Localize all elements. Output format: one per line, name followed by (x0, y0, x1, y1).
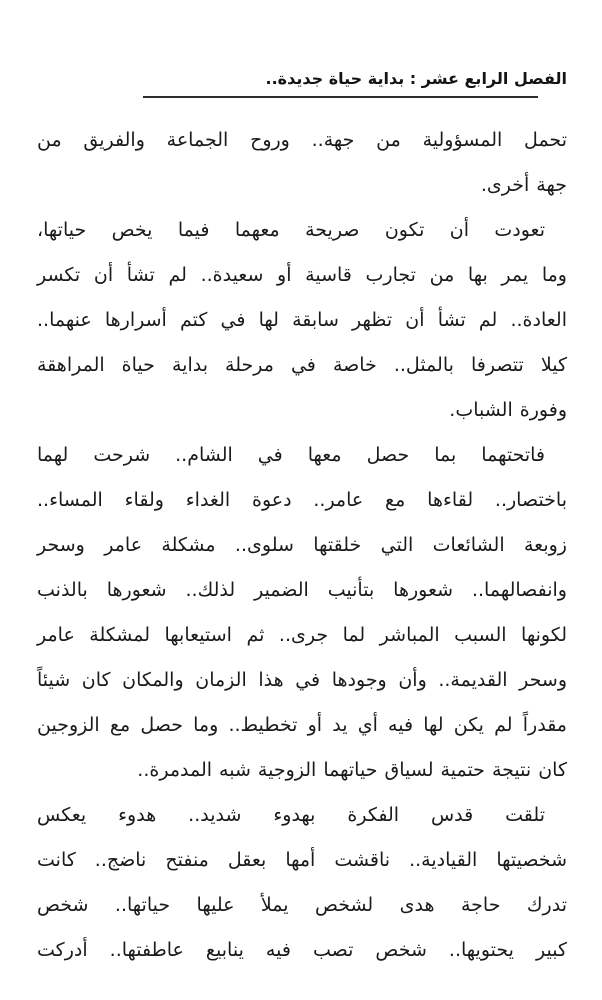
text-line: فاتحتهما بما حصل معها في الشام.. شرحت لهما (37, 444, 545, 466)
text-line: زوبعة الشائعات التي خلقتها سلوى.. مشكلة عامر وسحر (37, 534, 567, 556)
header-rule-divider (143, 96, 538, 98)
text-line: جهة أخرى. (480, 174, 567, 196)
paragraph (37, 433, 567, 793)
text-line: كبير يحتويها.. شخص تصب فيه ينابيع عاطفتها.. أدركت (37, 939, 567, 961)
text-line: باختصار.. لقاءها مع عامر.. دعوة الغداء ولقاء المساء.. (37, 489, 567, 511)
text-line: لكونها السبب المباشر لما جرى.. ثم استيعابها لمشكلة عامر (37, 624, 567, 646)
text-line: وانفصالهما.. شعورها بتأنيب الضمير لذلك.. شعورها بالذنب (37, 579, 567, 601)
text-line: وسحر القديمة.. وأن وجودها في هذا الزمان والمكان كان شيئاً (37, 669, 567, 691)
text-line: وفورة الشباب. (449, 399, 567, 421)
text-line: كان نتيجة حتمية لسياق حياتهما الزوجية شبه المدمرة.. (137, 759, 567, 781)
text-line: تعودت أن تكون صريحة معهما فيما يخص حياتها، (37, 219, 545, 241)
paragraph (37, 208, 567, 433)
text-line: تحمل المسؤولية من جهة.. وروح الجماعة والفريق من (37, 129, 567, 151)
text-line: شخصيتها القيادية.. ناقشت أمها بعقل منفتح ناضج.. كانت (37, 849, 567, 871)
text-line: تدرك حاجة هدى لشخص يملأ عليها حياتها.. شخص (37, 894, 567, 916)
text-line: مقدراً لم يكن لها فيه أي يد أو تخطيط.. وما حصل مع الزوجين (37, 714, 567, 736)
chapter-title: الفصل الرابع عشر : بداية حياة جديدة.. (265, 69, 567, 88)
chapter-header (37, 66, 567, 92)
paragraph (37, 118, 567, 208)
text-line: العادة.. لم تشأ أن تظهر سابقة لها في كتم أسرارها عنهما.. (37, 309, 567, 331)
text-line: تلقت قدس الفكرة بهدوء شديد.. هدوء يعكس (37, 804, 545, 826)
page-body-text (37, 118, 567, 973)
text-line: كيلا تتصرفا بالمثل.. خاصة في مرحلة بداية حياة المراهقة (37, 354, 567, 376)
paragraph (37, 793, 567, 973)
text-line: وما يمر بها من تجارب قاسية أو سعيدة.. لم تشأ أن تكسر (37, 264, 567, 286)
